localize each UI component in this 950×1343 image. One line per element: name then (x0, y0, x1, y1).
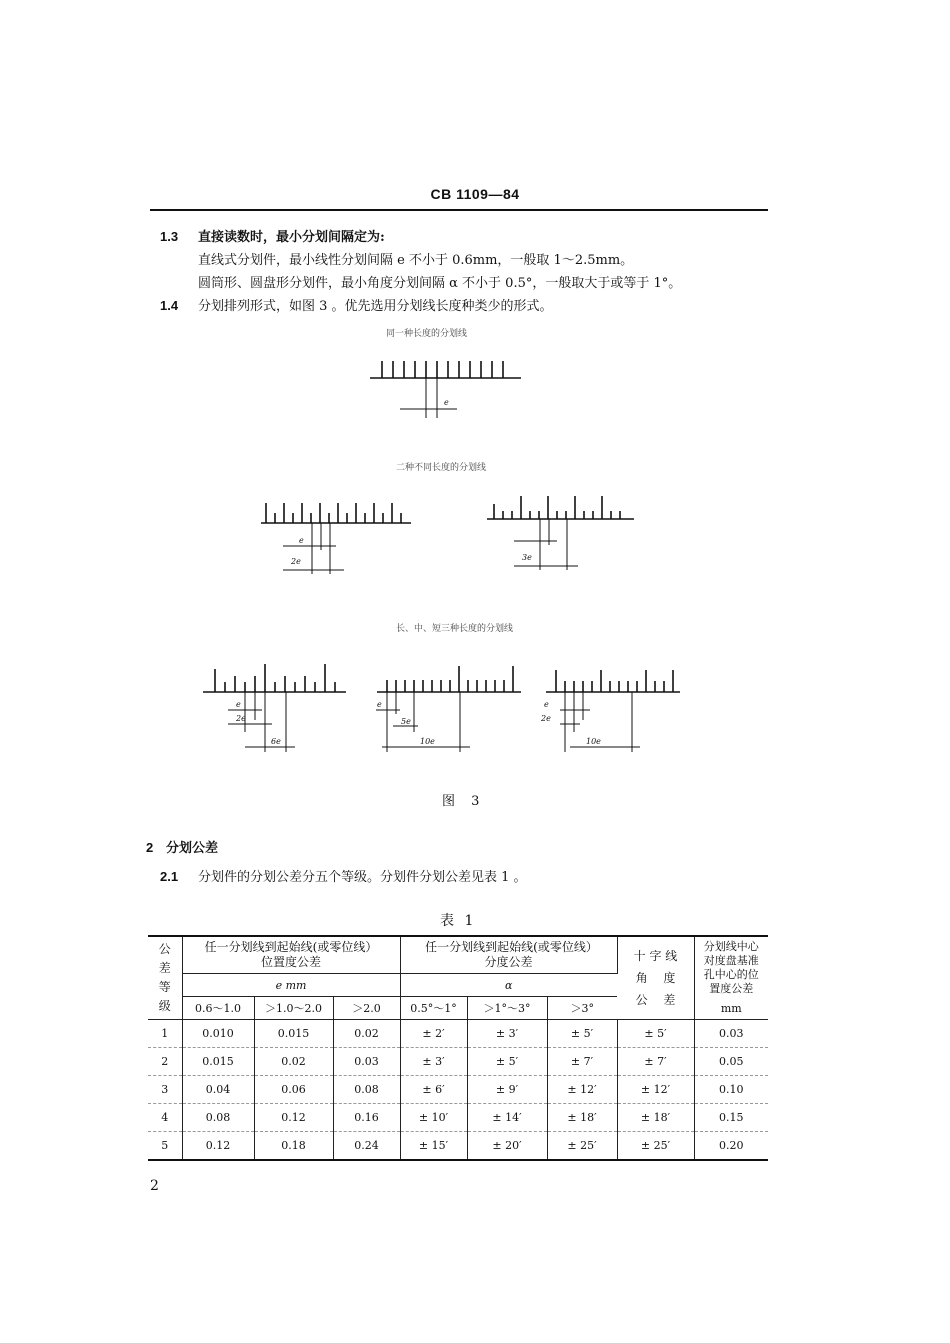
cell: ± 2′ (400, 1020, 467, 1048)
cell: 0.015 (254, 1020, 333, 1048)
cell: 0.05 (694, 1048, 768, 1076)
section-heading: 直接读数时，最小分划间隔定为: (198, 230, 385, 245)
section-text: 分划排列形式，如图 3 。优先选用分划线长度种类少的形式。 (198, 299, 553, 314)
cell: ± 14′ (467, 1104, 547, 1132)
sub-e-0: 0.6～1.0 (182, 997, 254, 1020)
cell: 0.06 (254, 1076, 333, 1104)
cell: ± 9′ (467, 1076, 547, 1104)
header-cross-line-1: 十 字 线 (633, 949, 678, 963)
cell: ± 12′ (547, 1076, 617, 1104)
cell: 0.08 (333, 1076, 400, 1104)
header-cross-line-3: 公 差 (635, 993, 676, 1007)
label-5e: 5e (401, 717, 411, 726)
cell: 4 (148, 1104, 182, 1132)
label-3e: 3e (522, 553, 532, 562)
page-number: 2 (150, 1178, 159, 1194)
header-angular-tolerance: 任一分划线到起始线(或零位线）分度公差 (400, 936, 617, 974)
dim-lines (283, 523, 344, 574)
cell: 0.24 (333, 1132, 400, 1161)
label-e: e (377, 700, 382, 709)
cell: 0.20 (694, 1132, 768, 1161)
label-2e: 2e (291, 557, 301, 566)
cell: ± 20′ (467, 1132, 547, 1161)
cell: 0.03 (333, 1048, 400, 1076)
cell: 0.015 (182, 1048, 254, 1076)
figure-3 (0, 315, 950, 810)
cell: 3 (148, 1076, 182, 1104)
sub-a-1: ＞1°～3° (467, 997, 547, 1020)
table-row (148, 1076, 768, 1104)
figure-caption-2: 二种不同长度的分划线 (396, 463, 487, 473)
header-position-tolerance: 任一分划线到起始线(或零位线）位置度公差 (182, 936, 400, 974)
cell: 2 (148, 1048, 182, 1076)
cell: 0.10 (694, 1076, 768, 1104)
table-row (148, 1132, 768, 1161)
header-unit-e: e mm (182, 974, 400, 997)
header-center-unit: mm (720, 1002, 742, 1015)
section-number: 2 (146, 840, 154, 855)
label-2e: 2e (541, 714, 551, 723)
label-e: e (299, 536, 304, 545)
section-1-3-title (160, 226, 385, 245)
section-heading: 分划公差 (166, 841, 219, 856)
label-10e: 10e (420, 737, 435, 746)
scale-ticks (266, 503, 401, 523)
cell: ± 18′ (617, 1104, 694, 1132)
cell: ± 25′ (617, 1132, 694, 1161)
cell: ± 25′ (547, 1132, 617, 1161)
section-number: 2.1 (160, 869, 179, 884)
header-center-tolerance (694, 936, 768, 1020)
dim-lines (514, 519, 578, 570)
cell: 0.04 (182, 1076, 254, 1104)
label-e: e (236, 700, 241, 709)
section-1-3-line2: 圆筒形、圆盘形分划件，最小角度分划间隔 α 不小于 0.5°，一般取大于或等于 1°。 (198, 276, 682, 291)
sub-a-2: ＞3° (547, 997, 617, 1020)
table-row (148, 1048, 768, 1076)
cell: 0.12 (254, 1104, 333, 1132)
table-row (148, 1104, 768, 1132)
label-10e: 10e (586, 737, 601, 746)
cell: 0.12 (182, 1132, 254, 1161)
cell: ± 10′ (400, 1104, 467, 1132)
cell: 1 (148, 1020, 182, 1048)
section-2-heading (146, 837, 218, 856)
header-cross-line-2: 角 度 (635, 971, 676, 985)
section-2-1 (160, 866, 527, 885)
cell: 0.08 (182, 1104, 254, 1132)
label-2e: 2e (236, 714, 246, 723)
cell: 0.02 (333, 1020, 400, 1048)
table-title: 表 1 (440, 913, 477, 929)
cell: ± 15′ (400, 1132, 467, 1161)
figure-title: 图 3 (442, 794, 486, 809)
figure-caption-1: 同一种长度的分划线 (386, 329, 468, 339)
scale-ticks (387, 666, 513, 692)
cell: ± 12′ (617, 1076, 694, 1104)
document-header: CB 1109—84 (430, 186, 520, 202)
header-center-text: 分划线中心对度盘基准孔中心的位置度公差 (703, 940, 759, 995)
section-1-3-line1: 直线式分划件，最小线性分划间隔 e 不小于 0.6mm，一般取 1～2.5mm。 (198, 253, 634, 268)
cell: ± 3′ (467, 1020, 547, 1048)
cell: ± 7′ (617, 1048, 694, 1076)
scale-ticks (556, 670, 673, 692)
header-grade: 公差等级 (148, 936, 182, 1020)
cell: ± 6′ (400, 1076, 467, 1104)
cell: 0.02 (254, 1048, 333, 1076)
cell: 0.15 (694, 1104, 768, 1132)
label-e: e (444, 398, 449, 407)
scale-ticks (494, 496, 620, 519)
cell: ± 7′ (547, 1048, 617, 1076)
header-rule (150, 209, 768, 211)
sub-e-2: ＞2.0 (333, 997, 400, 1020)
section-number: 1.3 (160, 229, 179, 244)
tolerance-table (148, 935, 768, 1161)
cell: 5 (148, 1132, 182, 1161)
header-crosshair-angle (617, 936, 694, 1020)
label-6e: 6e (271, 737, 281, 746)
section-1-4 (160, 295, 553, 314)
cell: ± 5′ (467, 1048, 547, 1076)
label-e: e (544, 700, 549, 709)
table-row (148, 1020, 768, 1048)
sub-e-1: ＞1.0～2.0 (254, 997, 333, 1020)
sub-a-0: 0.5°～1° (400, 997, 467, 1020)
cell: 0.18 (254, 1132, 333, 1161)
header-unit-alpha: α (400, 974, 617, 997)
scale-ticks (215, 664, 335, 692)
cell: 0.010 (182, 1020, 254, 1048)
section-number: 1.4 (160, 298, 179, 313)
cell: 0.03 (694, 1020, 768, 1048)
cell: ± 5′ (617, 1020, 694, 1048)
cell: ± 5′ (547, 1020, 617, 1048)
figure-caption-3: 长、中、短三种长度的分划线 (396, 624, 514, 634)
cell: 0.16 (333, 1104, 400, 1132)
scale-ticks (382, 361, 503, 378)
section-text: 分划件的分划公差分五个等级。分划件分划公差见表 1 。 (198, 870, 527, 885)
cell: ± 18′ (547, 1104, 617, 1132)
cell: ± 3′ (400, 1048, 467, 1076)
